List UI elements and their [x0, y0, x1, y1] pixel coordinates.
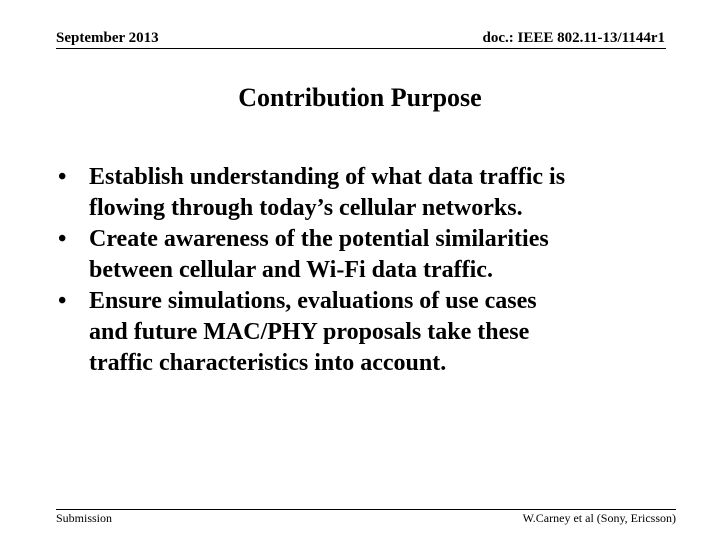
bullet-marker: • [58, 226, 67, 252]
header-divider [56, 48, 666, 49]
bullet-text-line: flowing through today’s cellular networks. [89, 195, 523, 221]
bullet-text-line: Establish understanding of what data traffic is [89, 164, 566, 190]
bullet-text-line: and future MAC/PHY proposals take these [89, 319, 530, 345]
bullet-text-line: Create awareness of the potential similarities [89, 226, 549, 252]
footer-divider [56, 509, 676, 510]
bullet-text-line: Ensure simulations, evaluations of use cases [89, 288, 537, 314]
header-date: September 2013 [56, 30, 159, 46]
slide-title: Contribution Purpose [238, 83, 482, 112]
bullet-text-line: traffic characteristics into account. [89, 350, 447, 376]
bullet-item [56, 162, 676, 224]
bullet-marker: • [58, 288, 67, 314]
bullet-text-line: between cellular and Wi-Fi data traffic. [89, 257, 493, 283]
header-doc-id: doc.: IEEE 802.11-13/1144r1 [482, 30, 665, 46]
footer-authors: W.Carney et al (Sony, Ericsson) [522, 511, 676, 525]
footer-submission: Submission [56, 511, 113, 525]
bullet-item [56, 286, 676, 379]
bullet-item [56, 224, 676, 286]
bullet-list [56, 162, 676, 379]
bullet-marker: • [58, 164, 67, 190]
